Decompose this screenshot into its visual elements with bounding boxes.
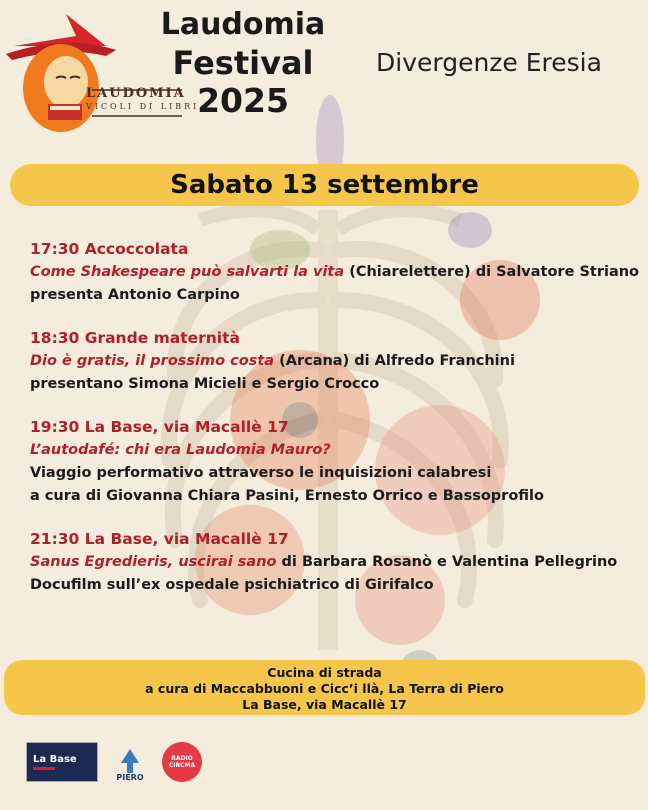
event-book-line	[30, 439, 645, 462]
event-detail: presentano Simona Micieli e Sergio Crocco	[30, 376, 380, 392]
street-food-banner	[4, 660, 645, 715]
event-book-line	[30, 350, 645, 373]
festival-subtitle: Divergenze Eresia	[376, 48, 602, 77]
event-detail: a cura di Giovanna Chiara Pasini, Ernesto Orrico e Bassoprofilo	[30, 488, 544, 504]
radio-logo	[162, 742, 202, 782]
event-book-title: Come Shakespeare può salvarti la vita	[30, 264, 345, 280]
radio-logo-line2: CIRCMA	[168, 762, 196, 769]
event-detail: Docufilm sull’ex ospedale psichiatrico di Girifalco	[30, 577, 434, 593]
event-heading: 19:30 La Base, via Macallè 17	[30, 418, 289, 436]
date-banner: Sabato 13 settembre	[10, 164, 639, 206]
event-item	[30, 238, 645, 307]
food-banner-location: La Base, via Macallè 17	[242, 697, 407, 712]
event-book-title: L’autodafé: chi era Laudomia Mauro?	[30, 442, 331, 458]
festival-title-year: 2025	[197, 81, 289, 120]
event-book-title: Dio è gratis, il prossimo costa	[30, 353, 275, 369]
event-heading: 17:30 Accoccolata	[30, 240, 189, 258]
la-base-logo	[26, 742, 98, 782]
event-item	[30, 327, 645, 396]
food-banner-title: Cucina di strada	[267, 665, 382, 680]
festival-title-line2: Festival	[172, 44, 314, 82]
event-heading: 18:30 Grande maternità	[30, 329, 240, 347]
tree-icon	[119, 749, 141, 773]
logo-text	[86, 86, 199, 111]
sponsor-logos	[26, 742, 202, 782]
logo-name: LAUDOMIA	[86, 86, 186, 101]
event-book-line	[30, 261, 645, 284]
event-item	[30, 416, 645, 508]
event-list	[30, 238, 645, 617]
terra-di-piero-logo	[112, 742, 148, 782]
logo-tagline: VICOLI DI LIBRI	[86, 102, 200, 111]
event-book-details: (Arcana) di Alfredo Franchini	[274, 353, 515, 369]
food-banner-curators: a cura di Maccabbuoni e Cicc’i llà, La Terra di Piero	[145, 681, 504, 696]
event-book-details: di Barbara Rosanò e Valentina Pellegrino	[276, 554, 618, 570]
la-base-logo-bar	[33, 767, 55, 770]
event-detail: presenta Antonio Carpino	[30, 287, 240, 303]
event-item	[30, 528, 645, 597]
event-heading: 21:30 La Base, via Macallè 17	[30, 530, 289, 548]
radio-logo-line1: RADIO	[171, 755, 193, 762]
event-detail: Viaggio performativo attraverso le inquisizioni calabresi	[30, 465, 492, 481]
event-book-title: Sanus Egredieris, uscirai sano	[30, 554, 277, 570]
event-book-line	[30, 551, 645, 574]
terra-di-piero-logo-text: PIERO	[116, 773, 144, 782]
la-base-logo-text: La Base	[33, 754, 77, 765]
festival-title-line1: Laudomia	[160, 7, 326, 42]
event-book-details: (Chiarelettere) di Salvatore Striano	[344, 264, 640, 280]
